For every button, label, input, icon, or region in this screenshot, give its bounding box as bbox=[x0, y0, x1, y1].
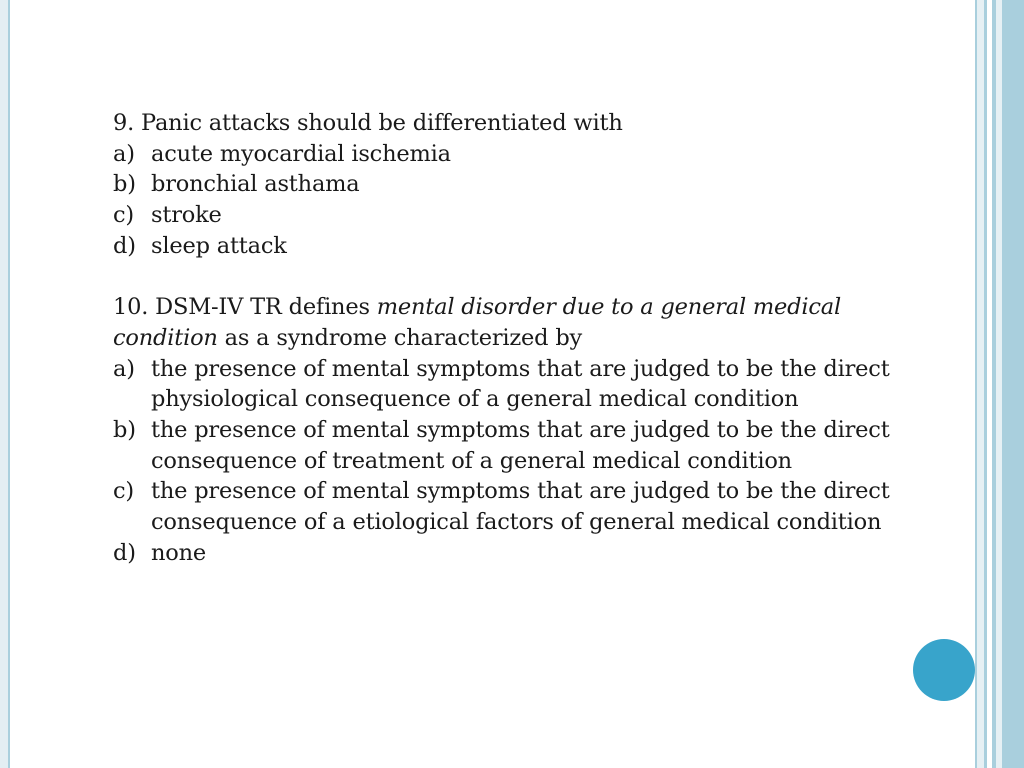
question-10-title-prefix: 10. DSM-IV TR defines bbox=[113, 294, 377, 321]
question-9-option-b bbox=[113, 169, 943, 200]
option-text: bronchial asthama bbox=[151, 171, 360, 198]
left-border-frame bbox=[0, 0, 10, 768]
right-decorative-stripes bbox=[975, 0, 1024, 768]
option-letter: b) bbox=[113, 417, 136, 444]
option-letter: c) bbox=[113, 478, 134, 505]
option-letter: a) bbox=[113, 355, 135, 382]
option-text: the presence of mental symptoms that are judged to be the direct physiological consequence of a general medical condition bbox=[151, 355, 890, 413]
option-letter: b) bbox=[113, 171, 136, 198]
stripe bbox=[1005, 0, 1024, 768]
question-10-option-d bbox=[113, 538, 943, 569]
option-letter: d) bbox=[113, 232, 136, 259]
option-text: sleep attack bbox=[151, 232, 287, 259]
question-9-option-c bbox=[113, 200, 943, 231]
option-text: stroke bbox=[151, 202, 222, 229]
decorative-circle-icon bbox=[913, 639, 975, 701]
question-10-title bbox=[113, 292, 943, 353]
option-text: the presence of mental symptoms that are judged to be the direct consequence of treatment of a general medical condition bbox=[151, 417, 890, 474]
question-9-title: 9. Panic attacks should be differentiated with bbox=[113, 110, 623, 136]
question-10-option-b bbox=[113, 415, 943, 476]
question-10-option-c bbox=[113, 476, 943, 537]
option-letter: c) bbox=[113, 202, 134, 229]
question-10-title-italic: mental disorder due to a general medical condition bbox=[113, 294, 841, 351]
question-9-option-a bbox=[113, 139, 943, 170]
spacer bbox=[113, 262, 943, 293]
question-10-title-suffix: as a syndrome characterized by bbox=[217, 324, 583, 351]
option-letter: a) bbox=[113, 140, 135, 167]
option-letter: d) bbox=[113, 539, 136, 566]
question-10-option-a bbox=[113, 354, 943, 415]
question-9-option-d bbox=[113, 231, 943, 262]
option-text: the presence of mental symptoms that are judged to be the direct consequence of a etiological factors of general medical condition bbox=[151, 478, 890, 536]
stripe bbox=[977, 0, 984, 768]
slide-content bbox=[113, 108, 943, 569]
option-text: acute myocardial ischemia bbox=[151, 140, 451, 167]
option-text: none bbox=[151, 539, 207, 566]
